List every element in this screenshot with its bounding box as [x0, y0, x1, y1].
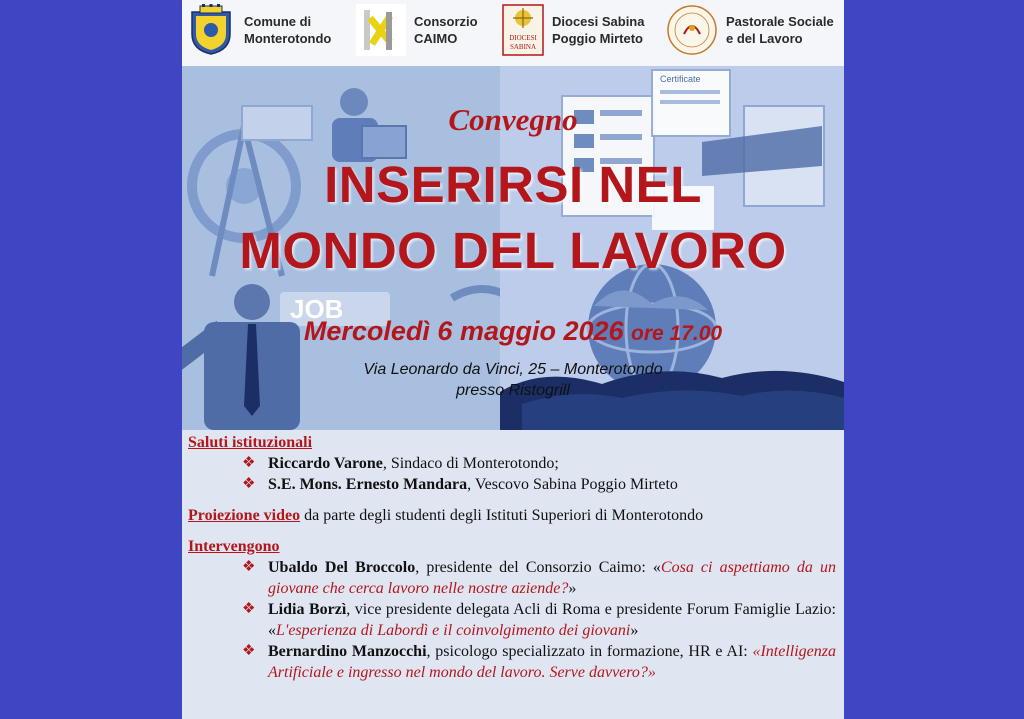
- speaker-quote-end: »: [568, 580, 577, 597]
- event-location: [182, 359, 844, 401]
- logo-bar: [182, 0, 844, 66]
- caimo-logo-icon: [356, 4, 406, 56]
- speaker-name: Bernardino Manzocchi: [268, 643, 427, 660]
- speaker-role: , psicologo specializzato in formazione, HR e AI:: [426, 643, 753, 660]
- event-title-line2: MONDO DEL LAVORO: [239, 222, 787, 279]
- comune-crest-icon: [186, 4, 236, 56]
- logo-diocesi-line1: Diocesi Sabina: [552, 14, 645, 29]
- diamond-bullet-icon: ❖: [242, 455, 256, 471]
- diamond-bullet-icon: ❖: [242, 643, 256, 659]
- speaker-item: [188, 599, 836, 641]
- speaker-item: [188, 557, 836, 599]
- greetings-item: [188, 453, 836, 474]
- speaker-name: Lidia Borzì: [268, 601, 347, 618]
- logo-pastorale-line2: e del Lavoro: [726, 31, 803, 46]
- speaker-name: Ubaldo Del Broccolo: [268, 559, 416, 576]
- speaker-quote: Cosa ci aspettiamo da un giovane che cerca lavoro nelle nostre aziende?: [268, 559, 836, 597]
- event-kicker: Convegno: [448, 102, 578, 137]
- logo-diocesi-line2: Poggio Mirteto: [552, 31, 643, 46]
- greetings-role: , Vescovo Sabina Poggio Mirteto: [467, 476, 678, 493]
- event-title-line1: INSERIRSI NEL: [324, 156, 702, 213]
- event-title: [182, 152, 844, 284]
- event-address: Via Leonardo da Vinci, 25 – Monterotondo: [363, 361, 663, 378]
- event-date-time: [182, 316, 844, 347]
- greetings-role: , Sindaco di Monterotondo;: [382, 455, 559, 472]
- poster: [182, 0, 844, 719]
- event-time: ore 17.00: [631, 322, 723, 345]
- logo-comune-line2: Monterotondo: [244, 31, 332, 46]
- speaker-role: , presidente del Consorzio Caimo: «: [415, 559, 661, 576]
- video-heading: Proiezione video: [188, 507, 301, 524]
- greetings-item: [188, 474, 836, 495]
- logo-caimo: [356, 4, 478, 56]
- diamond-bullet-icon: ❖: [242, 559, 256, 575]
- diocesi-badge-bottom: SABINA: [509, 43, 537, 51]
- logo-pastorale: [666, 4, 834, 56]
- speaker-role: , vice presidente delegata Acli di Roma e presidente Forum Famiglie Lazio: «: [268, 601, 837, 639]
- pastorale-seal-icon: [666, 4, 718, 56]
- event-venue: presso Ristogrill: [456, 382, 570, 399]
- logo-pastorale-line1: Pastorale Sociale: [726, 14, 834, 29]
- video-text: da parte degli studenti degli Istituti Superiori di Monterotondo: [300, 507, 704, 524]
- diamond-bullet-icon: ❖: [242, 476, 256, 492]
- video-line: [188, 505, 836, 526]
- logo-caimo-line2: CAIMO: [414, 31, 458, 46]
- speaker-quote: «Intelligenza Artificiale e ingresso nel mondo del lavoro. Serve davvero?»: [268, 643, 837, 681]
- hero-art-certificate: Certificate: [660, 74, 701, 84]
- greetings-heading: Saluti istituzionali: [188, 434, 313, 451]
- speaker-quote-end: »: [630, 622, 639, 639]
- logo-comune: [186, 4, 331, 56]
- speaker-item: [188, 641, 836, 683]
- greetings-name: Riccardo Varone: [268, 455, 383, 472]
- speakers-heading: Intervengono: [188, 538, 280, 555]
- logo-caimo-line1: Consorzio: [414, 14, 478, 29]
- event-date: Mercoledì 6 maggio 2026: [303, 316, 624, 346]
- diocesi-badge-top: DIOCESI: [509, 34, 537, 42]
- speaker-quote: L'esperienza di Labordì e il coinvolgimento dei giovani: [276, 622, 631, 639]
- diamond-bullet-icon: ❖: [242, 601, 256, 617]
- hero-art-job: JOB: [290, 294, 344, 324]
- greetings-name: S.E. Mons. Ernesto Mandara: [268, 476, 468, 493]
- logo-comune-line1: Comune di: [244, 14, 312, 29]
- logo-diocesi: [502, 4, 644, 56]
- program: [188, 432, 836, 683]
- hero-banner: [182, 66, 844, 430]
